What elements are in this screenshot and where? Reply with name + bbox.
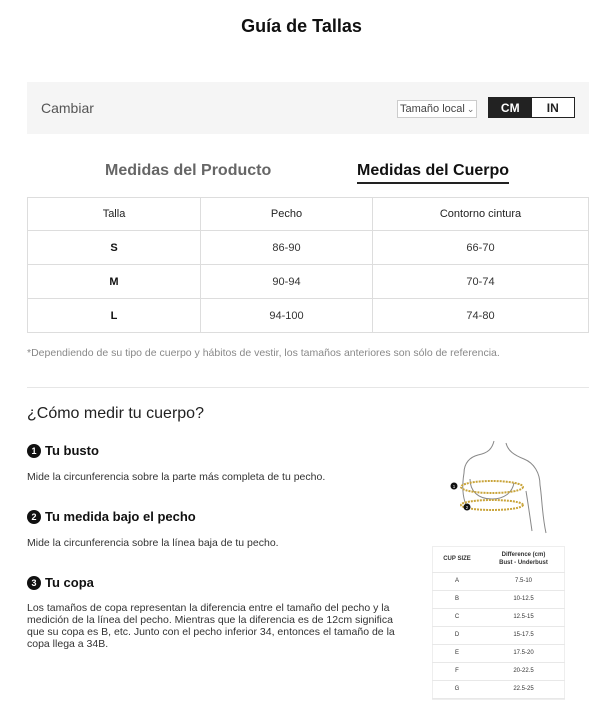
diff-cell: 20-22.5 (482, 662, 565, 680)
cup-cell: F (432, 662, 482, 680)
cup-cell: E (432, 644, 482, 662)
bust-cell: 90-94 (201, 265, 373, 299)
cup-cell: G (432, 680, 482, 698)
cup-cell: D (432, 626, 482, 644)
size-cell: M (28, 265, 201, 299)
waist-cell: 70-74 (373, 265, 589, 299)
cup-row (432, 590, 565, 608)
step-title: Tu copa (45, 575, 94, 590)
cup-row (432, 680, 565, 698)
step-cup (27, 575, 397, 650)
step-title: Tu medida bajo el pecho (45, 509, 196, 524)
cup-header-row (432, 546, 565, 572)
diff-cell: 15-17.5 (482, 626, 565, 644)
diff-cell: 12.5-15 (482, 608, 565, 626)
waist-cell: 66-70 (373, 231, 589, 265)
change-label: Cambiar (41, 100, 94, 116)
table-header-row (28, 198, 589, 231)
diff-cell: 22.5-25 (482, 680, 565, 698)
cup-cell: A (432, 572, 482, 590)
page-title: Guía de Tallas (241, 16, 362, 36)
mark-1-label: 1 (452, 484, 456, 489)
step-underbust (27, 509, 397, 549)
header-size: Talla (28, 198, 201, 231)
how-to-title: ¿Cómo medir tu cuerpo? (27, 405, 204, 422)
chevron-down-icon: ⌄ (466, 103, 475, 114)
table-row (28, 231, 589, 265)
table-row (28, 299, 589, 333)
change-bar (27, 82, 589, 134)
bust-cell: 94-100 (201, 299, 373, 333)
diff-cell: 10-12.5 (482, 590, 565, 608)
table-row (28, 265, 589, 299)
header-bust: Pecho (201, 198, 373, 231)
cup-row (432, 626, 565, 644)
header-waist: Contorno cintura (373, 198, 589, 231)
bust-cell: 86-90 (201, 231, 373, 265)
unit-in-button[interactable]: IN (532, 98, 575, 117)
tab-body-measures[interactable]: Medidas del Cuerpo (357, 162, 509, 184)
tab-product-measures[interactable]: Medidas del Producto (105, 162, 272, 179)
cup-header-diff (482, 546, 565, 572)
divider (27, 387, 589, 388)
measure-tabs (0, 162, 603, 188)
unit-toggle (488, 97, 575, 118)
diff-cell: 7.5-10 (482, 572, 565, 590)
cup-size-table (432, 546, 565, 699)
unit-cm-button[interactable]: CM (489, 98, 532, 117)
step-description: Mide la circunferencia sobre la parte más completa de tu pecho. (27, 471, 326, 483)
step-description: Los tamaños de copa representan la diferencia entre el tamaño del pecho y la medición de la línea del pecho. Mientras que la diferencia es de 12cm significa que su copa es B, etc. Junto con el pecho inferior 34, entonces el tamaño de la copa llega a 34B. (27, 602, 395, 650)
cup-cell: B (432, 590, 482, 608)
cup-row (432, 662, 565, 680)
cup-cell: C (432, 608, 482, 626)
cup-header-diff-line2: Bust - Underbust (499, 559, 548, 566)
cup-header-cup: CUP SIZE (432, 546, 482, 572)
cup-row (432, 572, 565, 590)
step-number-badge: 1 (27, 444, 41, 458)
mark-2-label: 2 (465, 505, 469, 510)
step-title: Tu busto (45, 443, 99, 458)
cup-row (432, 644, 565, 662)
waist-cell: 74-80 (373, 299, 589, 333)
cup-header-diff-line1: Difference (cm) (501, 551, 546, 558)
size-cell: L (28, 299, 201, 333)
step-number-badge: 2 (27, 510, 41, 524)
local-size-select-value: Tamaño local (400, 103, 465, 115)
local-size-select[interactable] (397, 100, 477, 118)
step-number-badge: 3 (27, 576, 41, 590)
reference-note: *Dependiendo de su tipo de cuerpo y hábitos de vestir, los tamaños anteriores son sólo de referencia. (27, 347, 500, 359)
diff-cell: 17.5-20 (482, 644, 565, 662)
size-cell: S (28, 231, 201, 265)
step-description: Mide la circunferencia sobre la línea baja de tu pecho. (27, 537, 279, 549)
body-measure-illustration (448, 435, 553, 540)
size-table (27, 197, 589, 333)
step-bust (27, 443, 397, 483)
cup-row (432, 608, 565, 626)
